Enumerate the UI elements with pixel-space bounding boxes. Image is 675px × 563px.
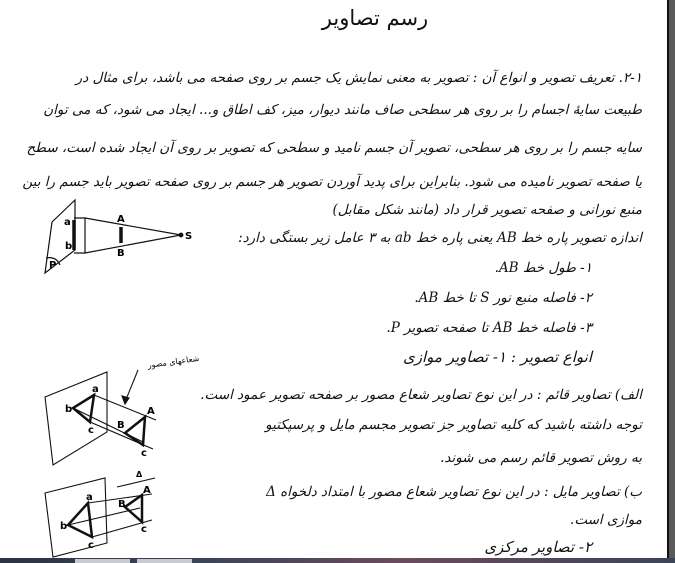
label-A: A [117,214,125,225]
label-a: a [64,217,71,228]
label-delta: Δ [136,470,143,479]
section-heading-parallel: انواع تصویر : ۱- تصاویر موازی [402,348,592,366]
label-b: b [65,404,73,415]
label-B: B [118,499,126,510]
text-line-1: ۲-۱. تعریف تصویر و انواع آن : تصویر به معنی نمایش یک جسم بر روی صفحه می باشد، برای مثال در [75,70,642,86]
projector-line [85,235,181,253]
text-line-6: اندازه تصویر پاره خط AB یعنی پاره خط ab به ۳ عامل زیر بستگی دارد: [238,230,642,246]
label-c: c [88,540,94,551]
text-line-4: یا صفحه تصویر نامیده می شود. بنابراین برای پدید آوردن تصویر هر جسم بر روی صفحه تصویر باید جسم را بین [22,174,642,190]
list-item-3: ۳- فاصله خط AB تا صفحه تصویر P. [386,320,592,336]
label-A: A [147,406,155,417]
label-S: S [185,231,193,242]
label-P: P [49,260,57,271]
window-scrollbar-edge[interactable] [667,0,675,558]
label-a: a [86,492,93,503]
text-line-12: توجه داشته باشید که کلیه تصاویر جز تصویر مجسم مایل و پرسپکتیو [265,417,642,433]
page-title: رسم تصاویر [321,6,429,30]
list-item-2: ۲- فاصله منبع نور S تا خط AB. [414,290,592,306]
projector-line [85,218,181,235]
light-source-s [179,233,183,237]
text-line-13: به روش تصویر قائم رسم می شوند. [440,450,642,466]
text-line-11: الف) تصاویر قائم : در این نوع تصاویر شعاع مصور بر صفحه تصویر عمود است. [200,387,642,403]
label-C: c [141,448,147,459]
taskbar-button[interactable] [75,559,130,563]
label-A: A [143,485,151,496]
label-b: b [65,241,73,252]
figure-oblique [45,478,155,557]
label-C: c [141,524,147,535]
list-item-1: ۱- طول خط AB. [494,260,592,276]
label-B: B [117,420,125,431]
text-line-2: طبیعت سایهٔ اجسام را بر روی هر سطحی صاف مانند دیوار، میز، کف اطاق و... ایجاد می شود، که می توان [43,102,642,118]
text-line-5: منبع نورانی و صفحه تصویر قرار داد (مانند شکل مقابل) [332,202,642,218]
section-heading-central: ۲- تصاویر مرکزی [484,538,592,556]
triangle-abc [73,395,94,422]
caption-projectors: شعاعهای مصور [147,353,200,370]
taskbar-button[interactable] [137,559,192,563]
text-line-3: سایه جسم را بر روی هر سطحی، تصویر آن جسم نامید و سطحی که تصویر بر روی آن ایجاد شده است، سطح [26,140,642,156]
label-a: a [92,384,99,395]
text-line-14: ب) تصاویر مایل : در این نوع تصاویر شعاع مصور با امتداد دلخواه Δ [266,484,642,500]
figure-projection-ab [45,200,183,273]
label-b: b [60,521,68,532]
label-c: c [88,425,94,436]
label-B: B [117,248,125,259]
arrow-head-icon [122,396,129,404]
text-line-15: موازی است. [570,512,642,528]
figure-orthographic [45,370,156,465]
